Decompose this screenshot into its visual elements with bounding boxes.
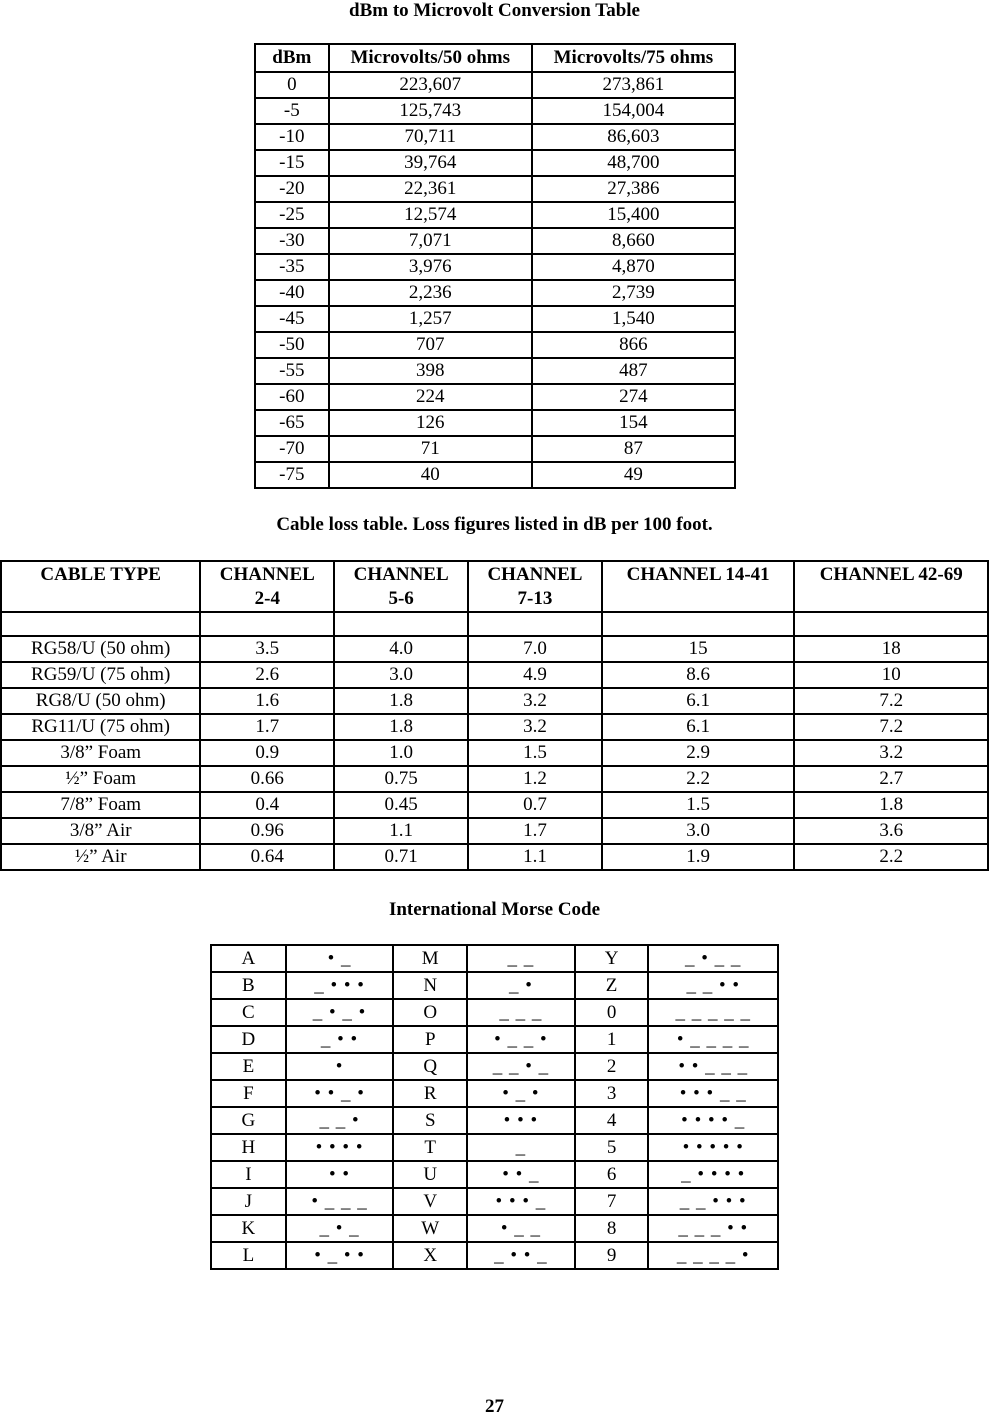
morse-code-cell: _	[467, 1134, 575, 1161]
page-number: 27	[485, 1396, 504, 1417]
morse-code-cell: _ _	[467, 945, 575, 972]
table-cell: 487	[532, 358, 735, 384]
table-cell: 3.2	[468, 688, 602, 714]
table-row	[211, 999, 778, 1026]
table-cell: 7.2	[794, 714, 988, 740]
table-row	[211, 972, 778, 999]
table-cell: 2.9	[602, 740, 795, 766]
table-cell: 0.9	[200, 740, 334, 766]
morse-symbol-cell: D	[211, 1026, 286, 1053]
morse-symbol-cell: S	[393, 1107, 467, 1134]
table-cell: -40	[255, 280, 329, 306]
table-row	[255, 202, 735, 228]
table-cell: 2.7	[794, 766, 988, 792]
table-row	[1, 818, 988, 844]
table-cell: 2.6	[200, 662, 334, 688]
table-cell: 3.0	[602, 818, 795, 844]
table-cell: -50	[255, 332, 329, 358]
table-cell: 3,976	[329, 254, 532, 280]
empty-cell	[1, 612, 200, 636]
dbm-conversion-table	[254, 43, 736, 489]
table-cell: 15,400	[532, 202, 735, 228]
table-cell: 1,540	[532, 306, 735, 332]
table-cell: 1.6	[200, 688, 334, 714]
morse-code-cell: _ _ _ _ •	[648, 1242, 778, 1269]
table-cell: 0.66	[200, 766, 334, 792]
morse-symbol-cell: T	[393, 1134, 467, 1161]
table-row	[1, 662, 988, 688]
table-cell: 1.8	[794, 792, 988, 818]
table-row	[255, 436, 735, 462]
table-cell: 27,386	[532, 176, 735, 202]
cable-table-title: Cable loss table. Loss figures listed in dB per 100 foot.	[276, 514, 713, 535]
morse-code-cell: _ _ • •	[648, 972, 778, 999]
morse-symbol-cell: V	[393, 1188, 467, 1215]
table-cell: 3.5	[200, 636, 334, 662]
morse-symbol-cell: 6	[575, 1161, 649, 1188]
table-cell: -70	[255, 436, 329, 462]
table-row	[211, 1053, 778, 1080]
table-cell: 1.9	[602, 844, 795, 870]
morse-code-cell: • • • _ _	[648, 1080, 778, 1107]
table-row	[255, 150, 735, 176]
morse-symbol-cell: X	[393, 1242, 467, 1269]
table-cell: -60	[255, 384, 329, 410]
table-row	[255, 98, 735, 124]
table-cell: -15	[255, 150, 329, 176]
morse-symbol-cell: B	[211, 972, 286, 999]
table-row	[211, 1215, 778, 1242]
morse-symbol-cell: 4	[575, 1107, 649, 1134]
table-header-row	[1, 561, 988, 612]
table-row	[211, 945, 778, 972]
table-row	[255, 332, 735, 358]
table-cell: 1.5	[468, 740, 602, 766]
column-header	[468, 561, 602, 612]
morse-code-cell: _ • • _	[467, 1242, 575, 1269]
table-cell: 2,739	[532, 280, 735, 306]
morse-code-cell: _ • • •	[286, 972, 394, 999]
morse-code-cell: • _ _ •	[467, 1026, 575, 1053]
table-cell: -55	[255, 358, 329, 384]
table-row	[211, 1242, 778, 1269]
morse-code-cell: • • •	[467, 1107, 575, 1134]
table-cell: -20	[255, 176, 329, 202]
table-row	[255, 176, 735, 202]
morse-symbol-cell: I	[211, 1161, 286, 1188]
table-cell: 6.1	[602, 714, 795, 740]
column-header-line: CHANNEL 42-69	[819, 564, 963, 585]
table-row	[255, 306, 735, 332]
morse-symbol-cell: F	[211, 1080, 286, 1107]
table-row	[1, 766, 988, 792]
table-cell: 3.2	[794, 740, 988, 766]
empty-cell	[334, 612, 468, 636]
table-row	[1, 714, 988, 740]
morse-code-cell: _ • _	[286, 1215, 394, 1242]
morse-code-title: International Morse Code	[388, 899, 601, 920]
morse-symbol-cell: 3	[575, 1080, 649, 1107]
table-cell: 10	[794, 662, 988, 688]
morse-symbol-cell: 9	[575, 1242, 649, 1269]
table-cell: 273,861	[532, 72, 735, 98]
table-row	[1, 792, 988, 818]
table-cell: 3.2	[468, 714, 602, 740]
table-cell: 1.1	[334, 818, 468, 844]
morse-code-cell: _ • • • •	[648, 1161, 778, 1188]
morse-code-cell: • • • _	[467, 1188, 575, 1215]
table-cell: 8,660	[532, 228, 735, 254]
morse-code-cell: _ _ • • •	[648, 1188, 778, 1215]
morse-code-cell: _ _ •	[286, 1107, 394, 1134]
morse-symbol-cell: E	[211, 1053, 286, 1080]
morse-code-cell: • _ _	[467, 1215, 575, 1242]
morse-symbol-cell: L	[211, 1242, 286, 1269]
morse-code-cell: •	[286, 1053, 394, 1080]
table-cell: 224	[329, 384, 532, 410]
table-cell: 3.0	[334, 662, 468, 688]
table-header-row	[255, 44, 735, 72]
table-cell: 71	[329, 436, 532, 462]
table-cell: 0.71	[334, 844, 468, 870]
table-cell: 1.0	[334, 740, 468, 766]
morse-symbol-cell: P	[393, 1026, 467, 1053]
morse-code-cell: • • _ •	[286, 1080, 394, 1107]
table-cell: 3/8” Air	[1, 818, 200, 844]
empty-cell	[468, 612, 602, 636]
table-cell: 1.8	[334, 714, 468, 740]
table-cell: 0	[255, 72, 329, 98]
table-cell: -30	[255, 228, 329, 254]
morse-symbol-cell: 5	[575, 1134, 649, 1161]
morse-code-cell: • • • •	[286, 1134, 394, 1161]
table-cell: 1.7	[200, 714, 334, 740]
table-row	[1, 688, 988, 714]
morse-code-cell: • • _	[467, 1161, 575, 1188]
empty-cell	[794, 612, 988, 636]
table-cell: -45	[255, 306, 329, 332]
empty-cell	[200, 612, 334, 636]
morse-symbol-cell: 0	[575, 999, 649, 1026]
table-cell: 3.6	[794, 818, 988, 844]
table-cell: 1,257	[329, 306, 532, 332]
table-row	[255, 254, 735, 280]
table-cell: 2.2	[602, 766, 795, 792]
table-cell: 86,603	[532, 124, 735, 150]
table-cell: 49	[532, 462, 735, 488]
morse-code-cell: • • • • •	[648, 1134, 778, 1161]
table-cell: 1.8	[334, 688, 468, 714]
morse-symbol-cell: 1	[575, 1026, 649, 1053]
table-cell: 0.96	[200, 818, 334, 844]
column-header-line: CHANNEL 14-41	[626, 564, 770, 585]
table-cell: 2,236	[329, 280, 532, 306]
blank-row	[1, 612, 988, 636]
table-cell: 866	[532, 332, 735, 358]
table-cell: -25	[255, 202, 329, 228]
table-row	[255, 228, 735, 254]
morse-symbol-cell: N	[393, 972, 467, 999]
table-row	[255, 280, 735, 306]
table-row	[211, 1080, 778, 1107]
morse-symbol-cell: C	[211, 999, 286, 1026]
table-cell: 8.6	[602, 662, 795, 688]
morse-symbol-cell: 7	[575, 1188, 649, 1215]
table-cell: RG11/U (75 ohm)	[1, 714, 200, 740]
morse-symbol-cell: R	[393, 1080, 467, 1107]
dbm-table-title: dBm to Microvolt Conversion Table	[349, 0, 640, 21]
table-row	[255, 358, 735, 384]
column-header: Microvolts/50 ohms	[329, 44, 532, 72]
table-cell: 1.7	[468, 818, 602, 844]
table-cell: 154	[532, 410, 735, 436]
morse-symbol-cell: Z	[575, 972, 649, 999]
column-header-line: CHANNEL	[219, 564, 315, 585]
table-cell: 7/8” Foam	[1, 792, 200, 818]
table-row	[255, 462, 735, 488]
column-header: Microvolts/75 ohms	[532, 44, 735, 72]
morse-symbol-cell: Q	[393, 1053, 467, 1080]
table-cell: 39,764	[329, 150, 532, 176]
table-cell: -65	[255, 410, 329, 436]
table-row	[1, 740, 988, 766]
morse-code-cell: • _ •	[467, 1080, 575, 1107]
table-row	[1, 636, 988, 662]
table-cell: -75	[255, 462, 329, 488]
table-cell: 274	[532, 384, 735, 410]
morse-symbol-cell: K	[211, 1215, 286, 1242]
column-header-line: 7-13	[517, 588, 553, 609]
table-cell: 0.45	[334, 792, 468, 818]
table-cell: 1.1	[468, 844, 602, 870]
morse-code-cell: • _	[286, 945, 394, 972]
table-cell: -10	[255, 124, 329, 150]
table-cell: 0.7	[468, 792, 602, 818]
morse-code-cell: _ _ • _	[467, 1053, 575, 1080]
morse-symbol-cell: J	[211, 1188, 286, 1215]
table-cell: -35	[255, 254, 329, 280]
morse-symbol-cell: O	[393, 999, 467, 1026]
morse-symbol-cell: A	[211, 945, 286, 972]
column-header-line: CHANNEL	[487, 564, 583, 585]
morse-code-cell: • _ _ _ _	[648, 1026, 778, 1053]
table-cell: 223,607	[329, 72, 532, 98]
column-header-line: CABLE TYPE	[40, 564, 161, 585]
column-header	[602, 561, 795, 612]
table-cell: ½” Air	[1, 844, 200, 870]
table-row	[1, 844, 988, 870]
column-header: dBm	[255, 44, 329, 72]
table-row	[255, 124, 735, 150]
table-row	[211, 1026, 778, 1053]
column-header-line: 5-6	[388, 588, 414, 609]
table-row	[211, 1134, 778, 1161]
table-row	[211, 1188, 778, 1215]
morse-symbol-cell: 2	[575, 1053, 649, 1080]
column-header-line: CHANNEL	[353, 564, 449, 585]
table-cell: RG58/U (50 ohm)	[1, 636, 200, 662]
morse-code-table	[210, 944, 779, 1270]
table-row	[255, 410, 735, 436]
table-cell: 18	[794, 636, 988, 662]
morse-symbol-cell: H	[211, 1134, 286, 1161]
morse-symbol-cell: W	[393, 1215, 467, 1242]
table-cell: 126	[329, 410, 532, 436]
table-cell: 70,711	[329, 124, 532, 150]
table-cell: 4.0	[334, 636, 468, 662]
morse-code-cell: • • • • _	[648, 1107, 778, 1134]
morse-code-cell: • • _ _ _	[648, 1053, 778, 1080]
morse-code-cell: _ • _ _	[648, 945, 778, 972]
table-row	[211, 1107, 778, 1134]
morse-code-cell: • •	[286, 1161, 394, 1188]
column-header	[794, 561, 988, 612]
table-row	[211, 1161, 778, 1188]
empty-cell	[602, 612, 795, 636]
column-header	[200, 561, 334, 612]
table-cell: 22,361	[329, 176, 532, 202]
morse-code-cell: _ _ _	[467, 999, 575, 1026]
column-header-line: 2-4	[254, 588, 280, 609]
morse-code-cell: _ _ _ _ _	[648, 999, 778, 1026]
morse-code-cell: • _ • •	[286, 1242, 394, 1269]
morse-code-cell: • _ _ _	[286, 1188, 394, 1215]
morse-symbol-cell: 8	[575, 1215, 649, 1242]
morse-symbol-cell: Y	[575, 945, 649, 972]
column-header	[334, 561, 468, 612]
table-cell: ½” Foam	[1, 766, 200, 792]
table-cell: 7.0	[468, 636, 602, 662]
table-cell: 398	[329, 358, 532, 384]
table-cell: RG59/U (75 ohm)	[1, 662, 200, 688]
table-cell: 4,870	[532, 254, 735, 280]
table-cell: 3/8” Foam	[1, 740, 200, 766]
table-cell: 1.5	[602, 792, 795, 818]
morse-code-cell: _ _ _ • •	[648, 1215, 778, 1242]
table-cell: 15	[602, 636, 795, 662]
table-cell: 0.4	[200, 792, 334, 818]
table-cell: 154,004	[532, 98, 735, 124]
table-cell: 1.2	[468, 766, 602, 792]
morse-code-cell: _ • •	[286, 1026, 394, 1053]
table-cell: 2.2	[794, 844, 988, 870]
table-cell: 0.75	[334, 766, 468, 792]
table-cell: 0.64	[200, 844, 334, 870]
morse-code-cell: _ • _ •	[286, 999, 394, 1026]
table-cell: 125,743	[329, 98, 532, 124]
table-cell: 87	[532, 436, 735, 462]
morse-code-cell: _ •	[467, 972, 575, 999]
table-cell: 7,071	[329, 228, 532, 254]
table-cell: 6.1	[602, 688, 795, 714]
morse-symbol-cell: M	[393, 945, 467, 972]
morse-symbol-cell: G	[211, 1107, 286, 1134]
table-cell: 707	[329, 332, 532, 358]
table-cell: 48,700	[532, 150, 735, 176]
table-cell: 12,574	[329, 202, 532, 228]
table-cell: -5	[255, 98, 329, 124]
table-cell: 40	[329, 462, 532, 488]
table-cell: 7.2	[794, 688, 988, 714]
morse-symbol-cell: U	[393, 1161, 467, 1188]
table-cell: RG8/U (50 ohm)	[1, 688, 200, 714]
table-row	[255, 384, 735, 410]
column-header	[1, 561, 200, 612]
table-cell: 4.9	[468, 662, 602, 688]
cable-loss-table	[0, 560, 989, 871]
table-row	[255, 72, 735, 98]
